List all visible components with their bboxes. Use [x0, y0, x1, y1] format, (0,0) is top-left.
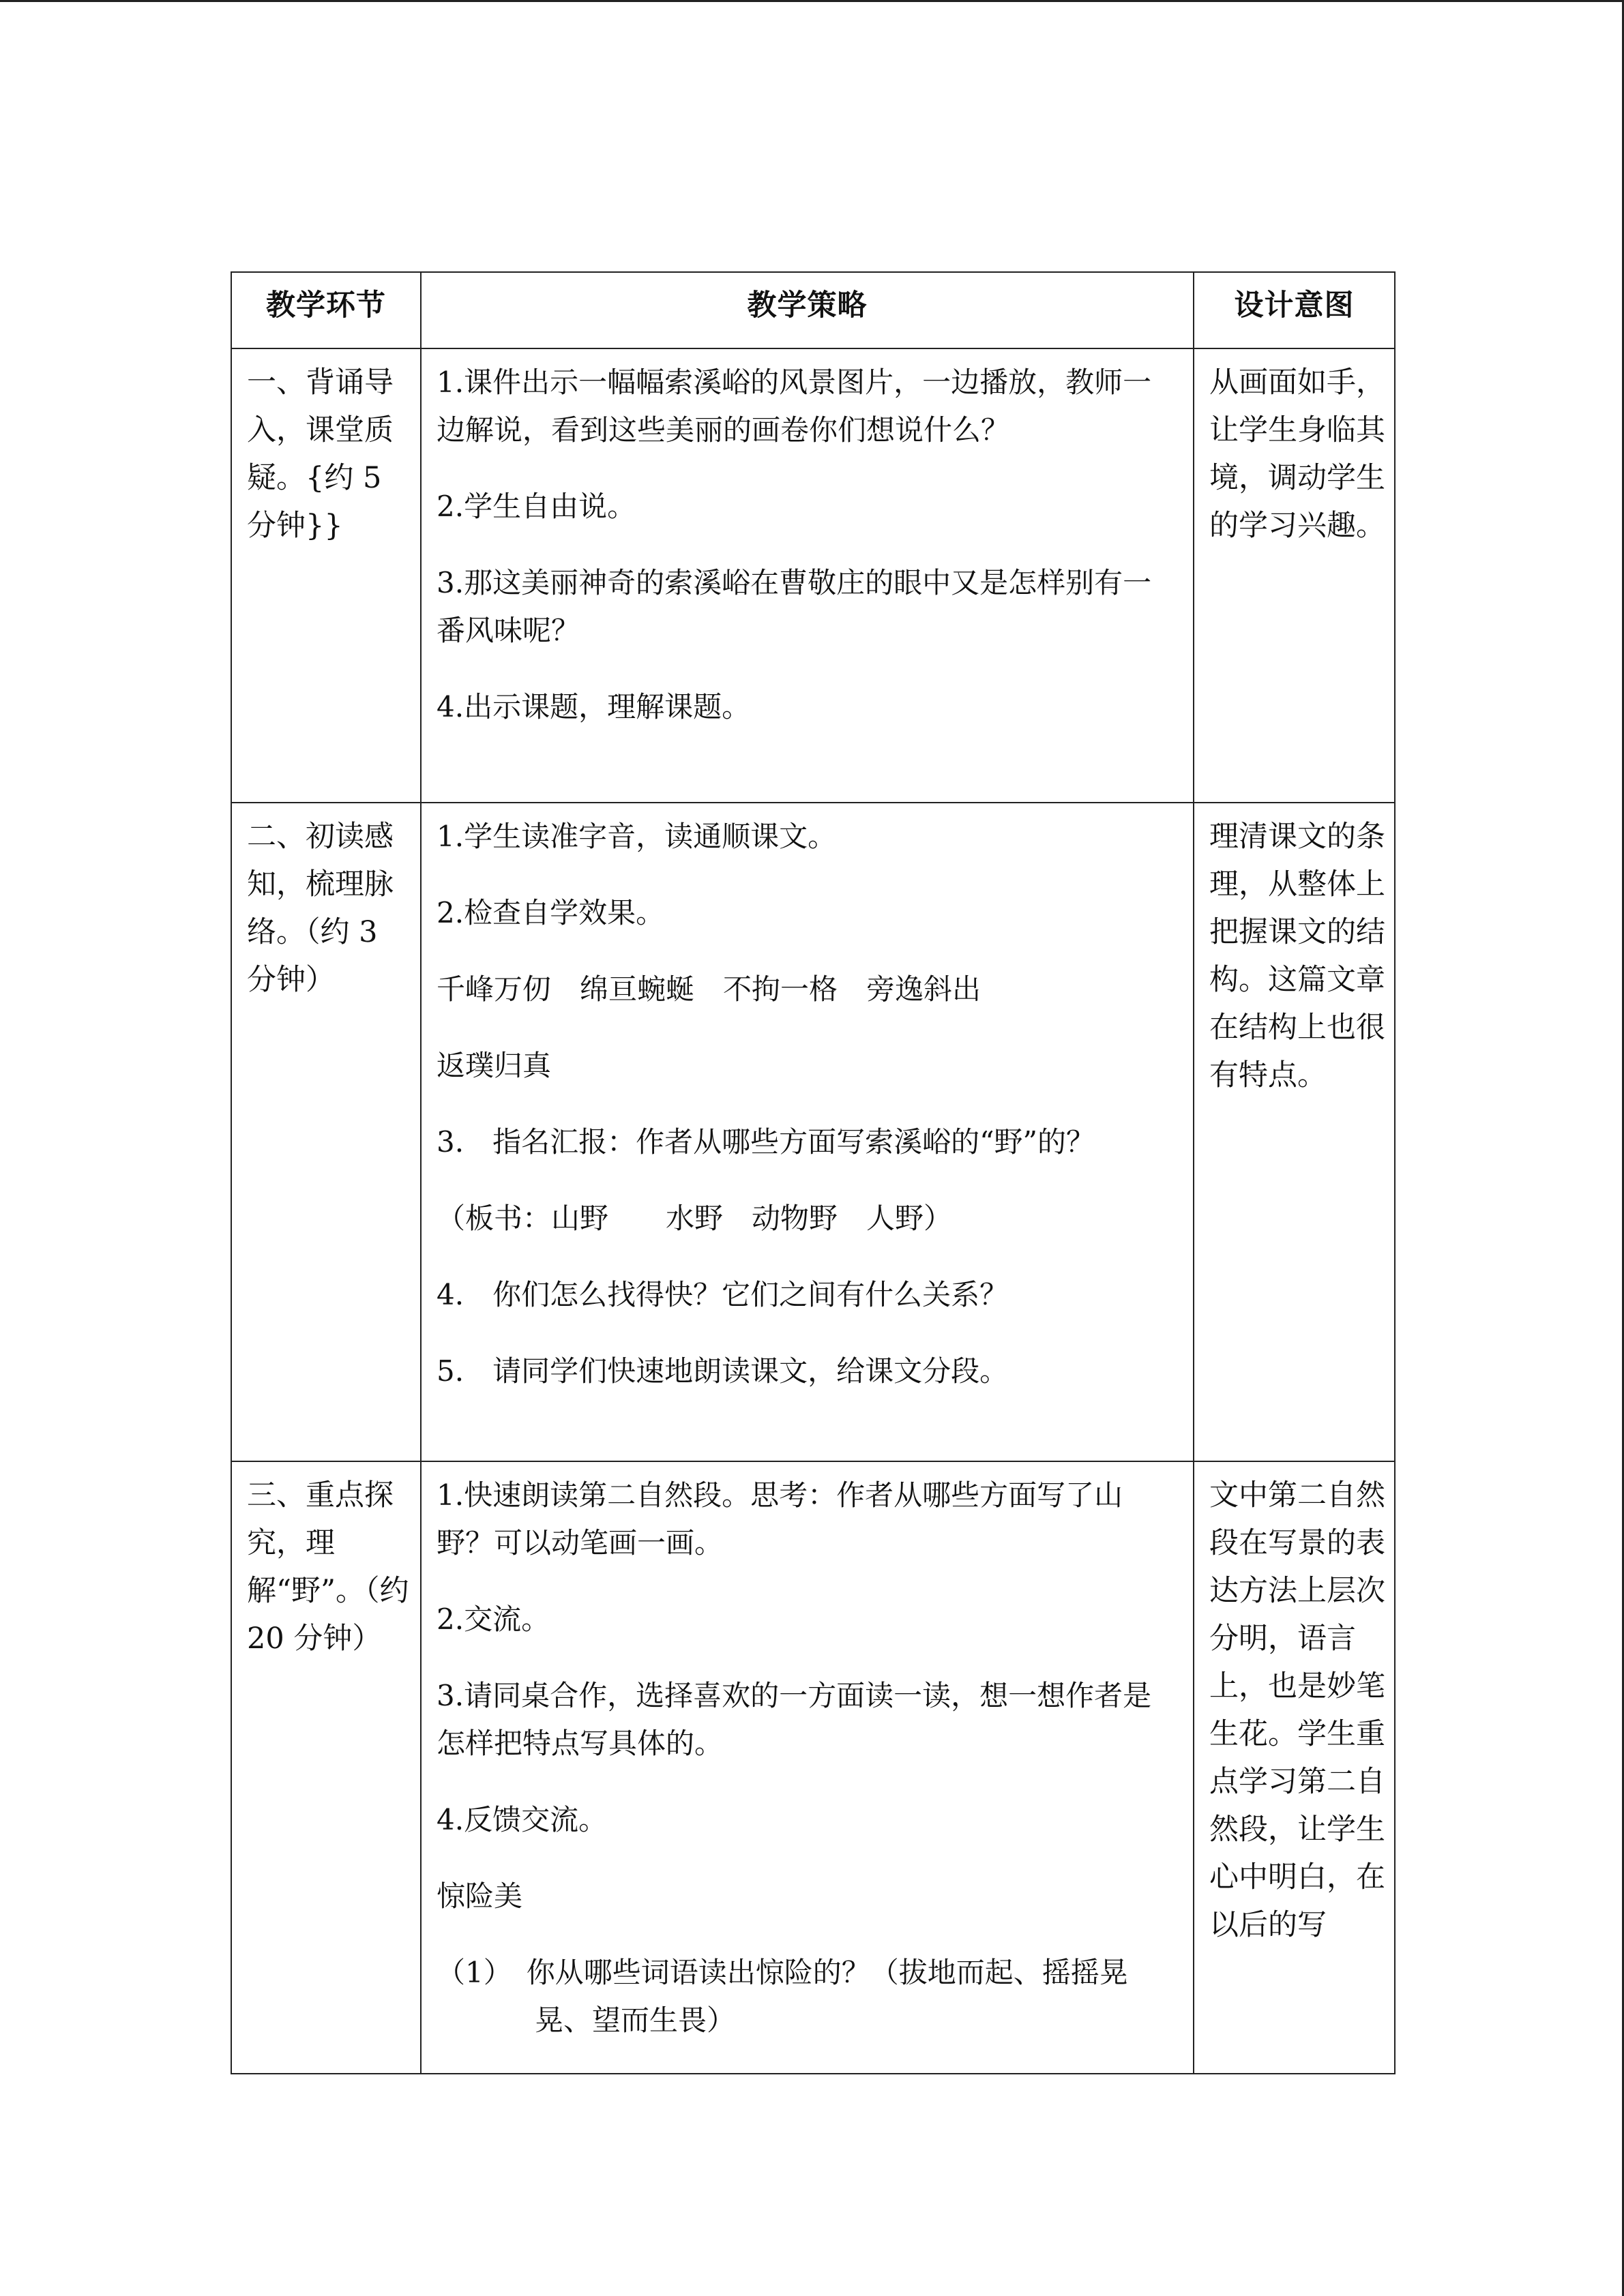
header-strategy: 教学策略 [421, 272, 1194, 348]
strategy-item: 3.请同桌合作，选择喜欢的一方面读一读，想一想作者是怎样把特点写具体的。 [437, 1679, 1152, 1760]
strategy-item: 千峰万仞 绵亘蜿蜒 不拘一格 旁逸斜出 [437, 972, 981, 1006]
strategy-item: （板书：山野 水野 动物野 人野） [437, 1202, 953, 1235]
table-header-row [231, 272, 1395, 348]
header-intent: 设计意图 [1194, 272, 1395, 348]
strategy-item: 1.课件出示一幅幅索溪峪的风景图片，一边播放，教师一边解说，看到这些美丽的画卷你们想说什么？ [437, 366, 1152, 447]
strategy-item: 1.学生读准字音，读通顺课文。 [437, 820, 837, 853]
strategy-item: 4.出示课题，理解课题。 [437, 690, 751, 724]
stage-cell: 二、初读感知，梳理脉络。（约 3 分钟） [231, 803, 421, 1461]
strategy-item: 2.检查自学效果。 [437, 896, 665, 929]
intent-cell: 文中第二自然段在写景的表达方法上层次分明，语言上，也是妙笔生花。学生重点学习第二自然段，让学生心中明白，在以后的写 [1194, 1461, 1395, 2074]
strategy-item: 3.那这美丽神奇的索溪峪在曹敬庄的眼中又是怎样别有一番风味呢？ [437, 566, 1152, 647]
page-top-border [0, 0, 1624, 2]
strategy-item: 4.反馈交流。 [437, 1803, 608, 1836]
strategy-item: 2.交流。 [437, 1602, 550, 1636]
strategy-cell [421, 348, 1194, 803]
strategy-item: （1） 你从哪些词语读出惊险的？（拔地而起、摇摇晃晃、望而生畏） [437, 1956, 1128, 2037]
strategy-item: 返璞归真 [437, 1049, 552, 1082]
lesson-plan-table [231, 271, 1396, 2074]
strategy-item: 惊险美 [437, 1879, 523, 1913]
strategy-item: 5. 请同学们快速地朗读课文，给课文分段。 [437, 1354, 1009, 1388]
stage-cell: 一、背诵导入，课堂质疑。{约 5 分钟}} [231, 348, 421, 803]
stage-cell: 三、重点探究，理解“野”。（约 20 分钟） [231, 1461, 421, 2074]
table-row [231, 1461, 1395, 2074]
strategy-item: 1.快速朗读第二自然段。思考：作者从哪些方面写了山野？可以动笔画一画。 [437, 1478, 1123, 1560]
strategy-cell [421, 1461, 1194, 2074]
intent-cell: 理清课文的条理，从整体上把握课文的结构。这篇文章在结构上也很有特点。 [1194, 803, 1395, 1461]
strategy-item: 4. 你们怎么找得快？它们之间有什么关系？ [437, 1278, 1009, 1311]
intent-cell: 从画面如手，让学生身临其境，调动学生的学习兴趣。 [1194, 348, 1395, 803]
table-row [231, 348, 1395, 803]
table-row [231, 803, 1395, 1461]
strategy-item: 3. 指名汇报：作者从哪些方面写索溪峪的“野”的？ [437, 1125, 1095, 1159]
strategy-item: 2.学生自由说。 [437, 490, 636, 523]
header-stage: 教学环节 [231, 272, 421, 348]
strategy-cell [421, 803, 1194, 1461]
